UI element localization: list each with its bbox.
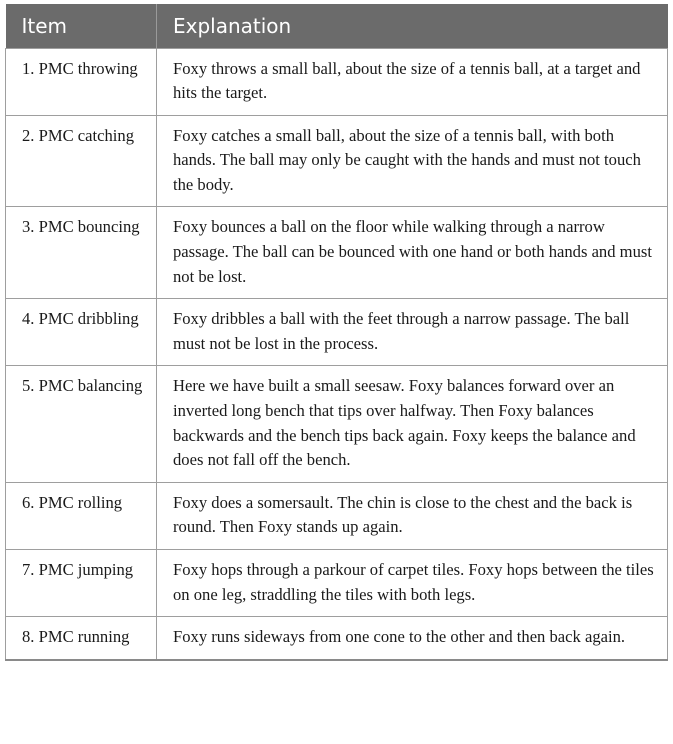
table-row (6, 299, 668, 366)
table-row (6, 617, 668, 660)
item-cell: 3. PMC bouncing (6, 207, 157, 299)
table-row (6, 550, 668, 617)
item-cell: 2. PMC catching (6, 115, 157, 207)
explanation-cell: Foxy does a somersault. The chin is close to the chest and the back is round. Then Foxy stands up again. (157, 482, 668, 549)
table-row (6, 366, 668, 482)
table-row (6, 482, 668, 549)
table-row (6, 48, 668, 115)
table-header-row (6, 4, 668, 48)
header-item: Item (6, 4, 157, 48)
pmc-items-table (5, 4, 668, 661)
item-cell: 7. PMC jumping (6, 550, 157, 617)
explanation-cell: Here we have built a small seesaw. Foxy balances forward over an inverted long bench that tips over halfway. Then Foxy balances backwards and the bench tips back again. Foxy keeps the balance and does not fall off the bench. (157, 366, 668, 482)
explanation-cell: Foxy bounces a ball on the floor while walking through a narrow passage. The ball can be bounced with one hand or both hands and must not be lost. (157, 207, 668, 299)
explanation-cell: Foxy dribbles a ball with the feet through a narrow passage. The ball must not be lost in the process. (157, 299, 668, 366)
item-cell: 4. PMC dribbling (6, 299, 157, 366)
table-row (6, 115, 668, 207)
header-explanation: Explanation (157, 4, 668, 48)
document-table-container (5, 4, 667, 661)
explanation-cell: Foxy hops through a parkour of carpet tiles. Foxy hops between the tiles on one leg, straddling the tiles with both legs. (157, 550, 668, 617)
item-cell: 8. PMC running (6, 617, 157, 660)
table-row (6, 207, 668, 299)
item-cell: 6. PMC rolling (6, 482, 157, 549)
item-cell: 1. PMC throwing (6, 48, 157, 115)
item-cell: 5. PMC balancing (6, 366, 157, 482)
explanation-cell: Foxy throws a small ball, about the size of a tennis ball, at a target and hits the target. (157, 48, 668, 115)
explanation-cell: Foxy catches a small ball, about the size of a tennis ball, with both hands. The ball may only be caught with the hands and must not touch the body. (157, 115, 668, 207)
explanation-cell: Foxy runs sideways from one cone to the other and then back again. (157, 617, 668, 660)
